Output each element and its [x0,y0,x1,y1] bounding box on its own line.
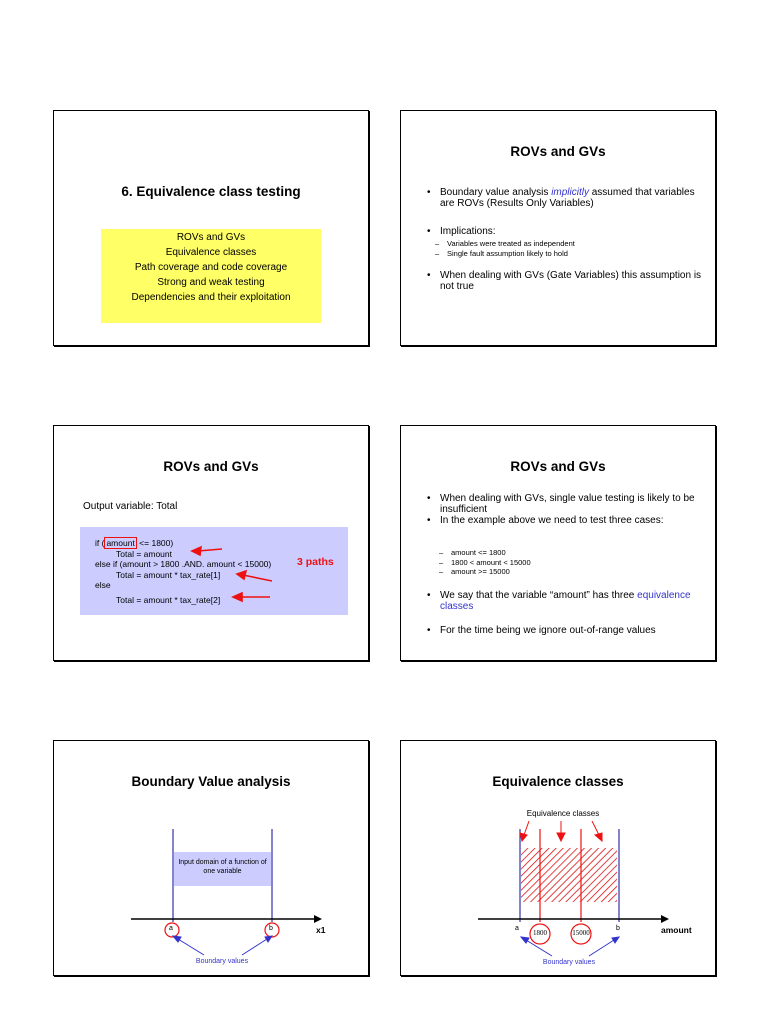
slide-4-bullets-top [423,493,713,526]
bullet-item: • When dealing with GVs, single value testing is likely to be insufficient [423,493,713,515]
code-line: else if (amount > 1800 .AND. amount < 15000) [95,559,272,569]
slide-5-title: Boundary Value analysis [131,774,291,789]
slide-2 [400,110,716,346]
equivalence-diagram [401,741,717,977]
input-domain-label: Input domain of a function of one variable [178,859,267,875]
equivalence-classes-label: Equivalence classes [526,809,600,818]
point-a-label: a [515,925,519,932]
case-item: – 1800 < amount < 15000 [427,558,531,568]
topic-item: Equivalence classes [165,247,257,258]
code-line: else [95,580,111,590]
sub-item: – Single fault assumption likely to hold [423,249,703,259]
slide-1-title: 6. Equivalence class testing [121,184,301,199]
topic-item: Dependencies and their exploitation [131,292,291,303]
slide-4-title: ROVs and GVs [510,459,606,474]
bullet-item [423,187,703,209]
topic-item: ROVs and GVs [176,232,246,243]
cases-list [427,548,531,577]
bullet-item: • When dealing with GVs (Gate Variables) this assumption is not true [423,270,703,292]
amount-highlight-box: amount [106,538,135,548]
value-1800-label: 1800 [533,929,547,937]
output-label: Output variable: Total [83,501,178,512]
sub-list [423,239,703,258]
case-item: – amount <= 1800 [427,548,531,558]
bullet-text: assumed that variables are ROVs (Results Only Variables) [440,187,695,209]
paths-label: 3 paths [297,556,334,568]
topics-list [101,230,321,305]
axis-label: x1 [316,925,326,935]
slide-1 [53,110,369,346]
emphasis-text: implicitly [551,187,589,198]
path-arrows [54,426,370,662]
slide-6 [400,740,716,976]
slide-4-bullets-bottom [423,590,703,636]
point-a-label: a [169,925,173,932]
axis-label: amount [661,925,692,935]
point-b-label: b [269,925,273,932]
slide-5 [53,740,369,976]
boundary-values-label: Boundary values [542,959,596,966]
code-line: Total = amount [116,548,172,559]
value-15000-label: 15000 [572,929,590,937]
bullet-item: • For the time being we ignore out-of-range values [423,625,703,636]
bullet-item [423,226,703,258]
slide-2-title: ROVs and GVs [510,144,606,159]
slide-3-title: ROVs and GVs [163,459,259,474]
bullet-item [423,590,703,612]
topic-item: Strong and weak testing [157,277,265,288]
slide-6-title: Equivalence classes [492,774,624,789]
slide-4 [400,425,716,661]
code-line: Total = amount * tax_rate[2] [116,594,221,605]
bullet-text: Implications: [440,226,496,237]
code-line: if ( amount <= 1800) [95,538,174,548]
bullet-text: We say that the variable “amount” has three [440,590,638,601]
bullet-text: Boundary value analysis [440,187,552,198]
slide-3 [53,425,369,661]
equivalence-classes-text: equivalence classes [440,590,691,612]
sub-item: – Variables were treated as independent [423,239,703,249]
point-b-label: b [616,925,620,932]
boundary-values-label: Boundary values [195,958,249,965]
slide-2-bullets [423,187,703,292]
code-line: Total = amount * tax_rate[1] [116,569,221,580]
topic-item: Path coverage and code coverage [134,262,288,273]
case-item: – amount >= 15000 [427,567,531,577]
bullet-item: • In the example above we need to test three cases: [423,515,713,526]
